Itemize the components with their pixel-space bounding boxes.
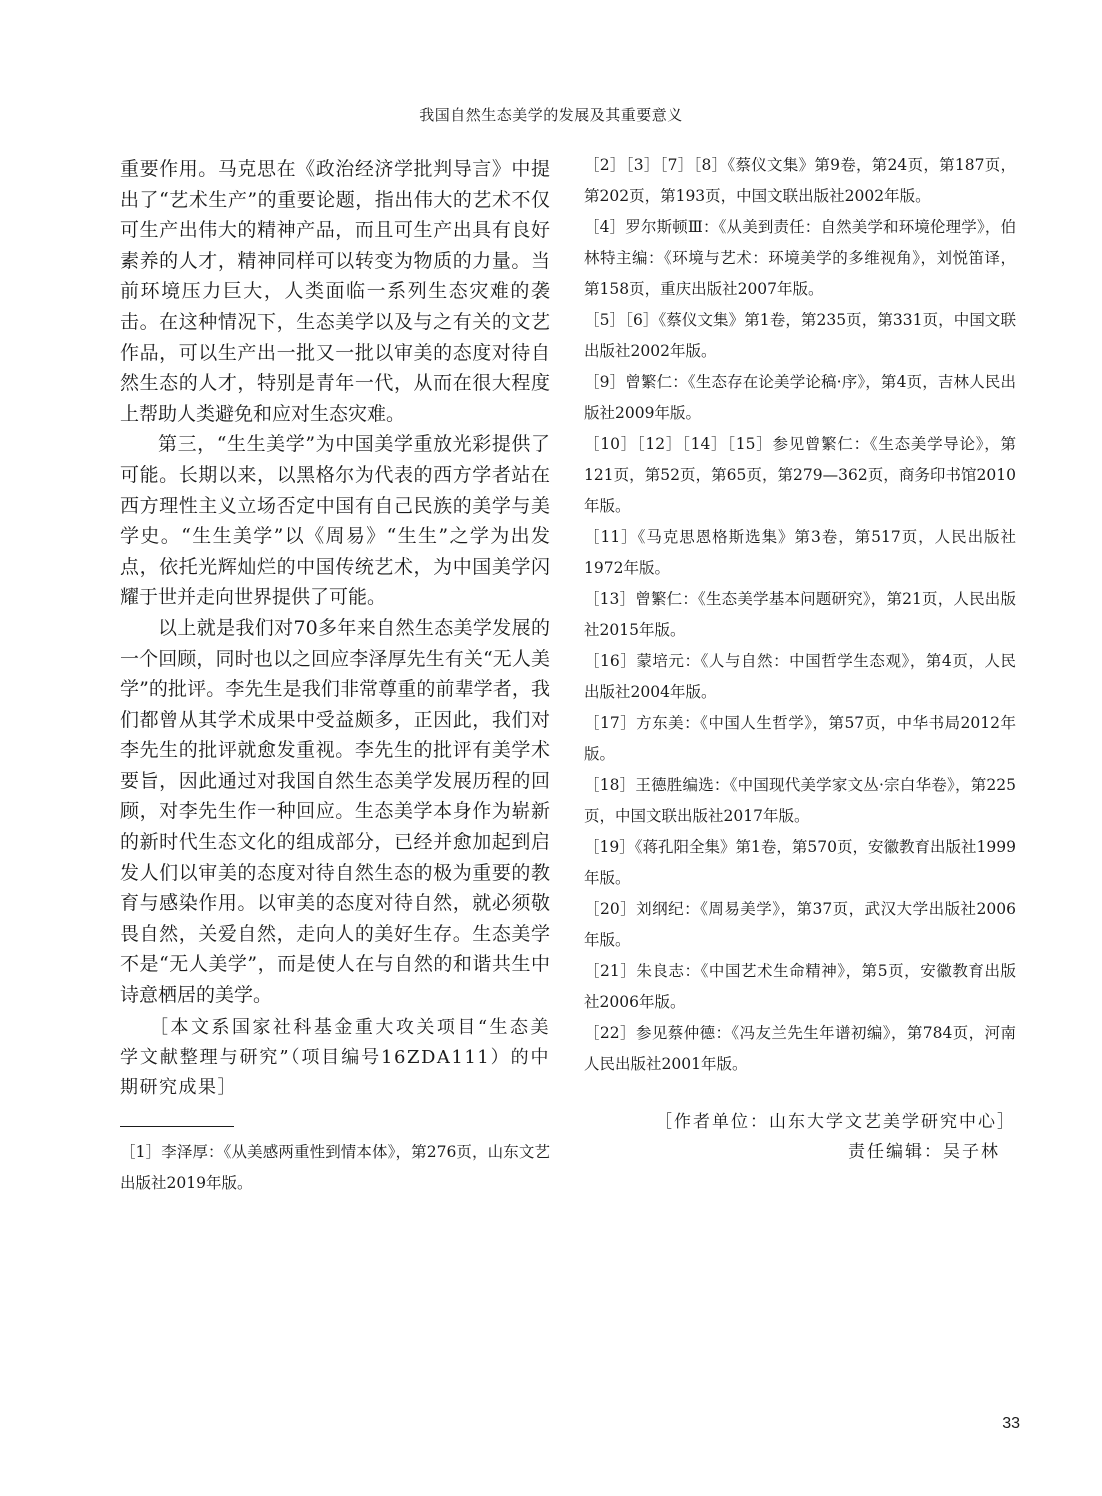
reference-item: ［16］蒙培元：《人与自然：中国哲学生态观》，第4页，人民出版社2004年版。 [584,652,1016,701]
reference-item: ［9］曾繁仁：《生态存在论美学论稿·序》，第4页，吉林人民出版社2009年版。 [584,373,1016,422]
references-column [584,150,1016,1167]
reference-item: ［13］曾繁仁：《生态美学基本问题研究》，第21页，人民出版社2015年版。 [584,590,1016,639]
body-paragraph: 第三，“生生美学”为中国美学重放光彩提供了可能。长期以来，以黑格尔为代表的西方学者站在西方理性主义立场否定中国有自己民族的美学与美学史。“生生美学”以《周易》“生生”之学为出发点，依托光辉灿烂的中国传统艺术，为中国美学闪耀于世并走向世界提供了可能。 [120,433,550,609]
reference-item: ［21］朱良志：《中国艺术生命精神》，第5页，安徽教育出版社2006年版。 [584,962,1016,1011]
reference-item: ［10］［12］［14］［15］参见曾繁仁：《生态美学导论》，第121页，第52页，第65页，第279—362页，商务印书馆2010年版。 [584,435,1016,515]
body-paragraph: 重要作用。马克思在《政治经济学批判导言》中提出了“艺术生产”的重要论题，指出伟大的艺术不仅可生产出伟大的精神产品，而且可生产出具有良好素养的人才，精神同样可以转变为物质的力量。当前环境压力巨大，人类面临一系列生态灾难的袭击。在这种情况下，生态美学以及与之有关的文艺作品，可以生产出一批又一批以审美的态度对待自然生态的人才，特别是青年一代，从而在很大程度上帮助人类避免和应对生态灾难。 [120,158,550,425]
reference-item: ［18］王德胜编选：《中国现代美学家文丛·宗白华卷》，第225页，中国文联出版社2017年版。 [584,776,1016,825]
reference-item: ［5］［6］《蔡仪文集》第1卷，第235页，第331页，中国文联出版社2002年版。 [584,311,1016,360]
page-number: 33 [1002,1415,1020,1432]
reference-item: ［2］［3］［7］［8］《蔡仪文集》第9卷，第24页，第187页，第202页，第193页，中国文联出版社2002年版。 [584,156,1016,205]
author-affiliation: ［作者单位：山东大学文艺美学研究中心］ [655,1112,1016,1132]
reference-item: ［20］刘纲纪：《周易美学》，第37页，武汉大学出版社2006年版。 [584,900,1016,949]
reference-item: ［11］《马克思恩格斯选集》第3卷，第517页，人民出版社1972年版。 [584,528,1016,577]
author-byline [584,1107,1016,1167]
reference-item: ［4］罗尔斯顿Ⅲ：《从美到责任：自然美学和环境伦理学》，伯林特主编：《环境与艺术：环境美学的多维视角》，刘悦笛译，第158页，重庆出版社2007年版。 [584,218,1016,298]
running-head: 我国自然生态美学的发展及其重要意义 [419,106,683,124]
body-paragraph: 以上就是我们对70多年来自然生态美学发展的一个回顾，同时也以之回应李泽厚先生有关“无人美学”的批评。李先生是我们非常尊重的前辈学者，我们都曾从其学术成果中受益颇多，正因此，我们对李先生的批评就愈发重视。李先生的批评有美学术要旨，因此通过对我国自然生态美学发展历程的回顾，对李先生作一种回应。生态美学本身作为崭新的新时代生态文化的组成部分，已经并愈加起到启发人们以审美的态度对待自然生态的极为重要的教育与感染作用。以审美的态度对待自然，就必须敬畏自然，关爱自然，走向人的美好生存。生态美学不是“无人美学”，而是使人在与自然的和谐共生中诗意栖居的美学。 [120,616,550,1007]
reference-item: ［17］方东美：《中国人生哲学》，第57页，中华书局2012年版。 [584,714,1016,763]
main-text-column [120,154,550,1199]
responsible-editor: 责任编辑：吴子林 [848,1142,1000,1162]
reference-item: ［22］参见蔡仲德：《冯友兰先生年谱初编》，第784页，河南人民出版社2001年版。 [584,1024,1016,1073]
footnote: ［1］李泽厚：《从美感两重性到情本体》，第276页，山东文艺出版社2019年版。 [120,1142,550,1192]
footnote-divider [120,1126,234,1127]
reference-item: ［19］《蒋孔阳全集》第1卷，第570页，安徽教育出版社1999年版。 [584,838,1016,887]
funding-note: ［本文系国家社科基金重大攻关项目“生态美学文献整理与研究”（项目编号16ZDA111）的中期研究成果］ [120,1016,550,1098]
